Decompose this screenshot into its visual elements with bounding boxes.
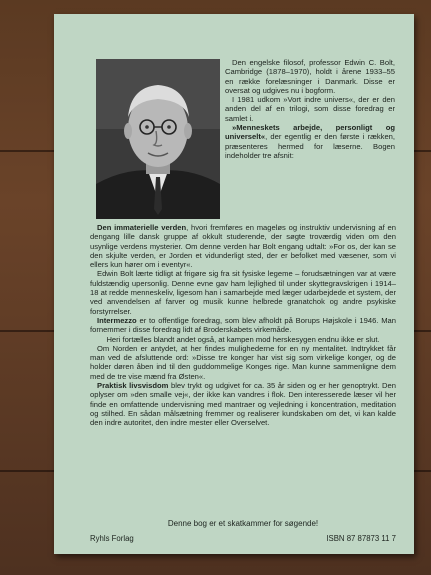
author-portrait-image [96,59,220,219]
book-title: »Menneskets arbejde, personligt og universelt« [225,123,395,142]
section-paragraph: Edwin Bolt lærte tidligt at frigøre sig fra sit fysiske legeme – forudsætningen var at være fuldstændig upersonlig. Denne evne gav ham lejlighed til under skyttegravskrigen i 1914–18 at redde menneskeliv, ligesom han i samarbejde med læger udarbejdede et system, der ved anvendelsen af farver og musik kunne helbrede granatchok og andre psykiske forstyrrelser. [90,269,396,316]
slogan: Denne bog er et skatkammer for søgende! [167,519,319,528]
intro-paragraph: I 1981 udkom »Vort indre univers«, der er den anden del af en trilogi, som disse foredrag er samlet i. [225,95,395,123]
intro-paragraph: »Menneskets arbejde, personligt og universelt«, der egentlig er den første i rækken, præsenteres hermed for læserne. Bogen indeholder tre afsnit: [225,123,395,160]
book-back-cover [54,14,414,554]
section-heading: Praktisk livsvisdom [97,381,169,391]
footer [90,534,396,543]
intro-text [225,58,395,160]
section-paragraph: Intermezzo er to offentlige foredrag, som blev afholdt på Borups Højskole i 1946. Man fornemmer i disse foredrag lidt af Broderskabets virkemåde. [90,315,396,335]
main-text [90,223,396,428]
section-paragraph: Om Norden er antydet, at her findes mulighederne for en ny mentalitet. Indtrykket får man ved de afsluttende ord: »Disse tre konger har vist sig som virkelige konger, og de holder døren åben ind til den guddommelige Konges rige. Man kunne sammenligne dem med de tre vise mænd fra Østen«. [90,343,396,381]
author-portrait [96,59,220,219]
section-heading: Intermezzo [97,315,137,325]
publisher-name: Ryhls Forlag [90,534,134,543]
section-paragraph: Den immaterielle verden, hvori fremføres en mageløs og instruktiv undervisning af en dengang lille dansk gruppe af okkult studerende, der søgte troværdig viden om den usynlige verdens mysterier. Om denne verden har Bolt engang udtalt: »For os, der kan se den skjulte verden, er Jorden et vidunderligt sted, der er befolket med væsener, som vi ellers kun hører om i eventyr«. [90,223,396,270]
section-heading: Den immaterielle verden [97,223,187,232]
section-paragraph: Praktisk livsvisdom blev trykt og udgivet for ca. 35 år siden og er her genoptrykt. Den oplyser om »den smalle vej«, der ikke kan vandres i flok. Den interesserede læser vil her finde en omfattende undervisning med mantraer og vejledning i koncentration, meditation og stilhed. En sådan målsætning fremmer og realiserer kundskaben om det, vi kan kalde den indre autoritet, den indre mester eller Overselvet. [90,381,396,428]
section-paragraph: Heri fortælles blandt andet også, at kampen mod herskesygen endnu ikke er slut. [106,334,380,344]
isbn: ISBN 87 87873 11 7 [326,534,396,543]
intro-paragraph: Den engelske filosof, professor Edwin C. Bolt, Cambridge (1878–1970), holdt i årene 1933–55 en række forelæsninger i Danmark. Disse er oversat og udgives nu i bogform. [225,58,395,95]
